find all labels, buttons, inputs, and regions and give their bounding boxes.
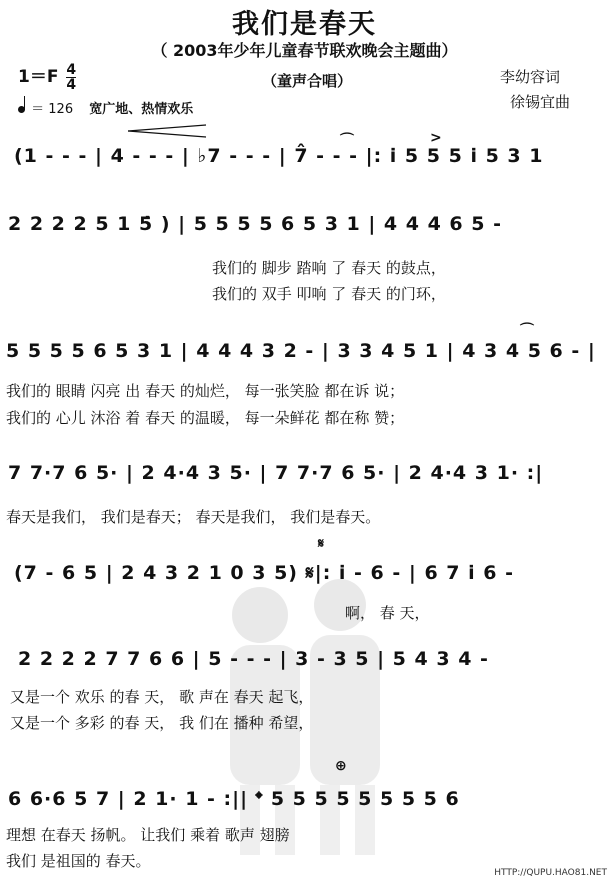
lyric-verse-2: 我们 是祖国的 春天。 bbox=[6, 852, 151, 870]
notation-line: 6 6·6 5 7 | 2 1· 1 - :|| 𝄌 5 5 5 5 5 5 5 5 6 bbox=[8, 788, 460, 810]
tempo-marking bbox=[18, 98, 193, 117]
diminuendo-icon bbox=[128, 124, 208, 138]
performance-type: （童声合唱） bbox=[262, 72, 353, 90]
notation-line: (1 - - - | 4 - - - | ♭7 - - - | 7̂ - - - |: i̇ 5 5 5 i̇ 5 3 1 bbox=[14, 145, 544, 167]
composer-credit: 徐锡宜曲 bbox=[510, 93, 571, 111]
lyric-verse-2: 又是一个 多彩 的春 天， 我 们在 播种 希望， bbox=[10, 714, 314, 732]
key-label: 1＝F bbox=[18, 67, 59, 87]
slur-icon: ⌒ bbox=[520, 323, 534, 339]
notation-line: 5 5 5 5 6 5 3 1 | 4 4 4 3 2 - | 3 3 4 5 1 | 4 3 4 5 6 - | bbox=[6, 340, 596, 362]
lyric-verse-2: 我们的 双手 叩响 了 春天 的门环， bbox=[212, 285, 446, 303]
fermata-icon: ⌒ bbox=[340, 133, 354, 149]
tempo-value: ＝ 126 bbox=[31, 102, 74, 117]
notation-line: 2 2 2 2 7 7 6 6 | 5 - - - | 3 - 3 5 | 5 4 3 4 - bbox=[18, 648, 489, 670]
notation-line: 7 7·7 6 5· | 2 4·4 3 5· | 7 7·7 6 5· | 2 4·4 3 1· :| bbox=[8, 462, 544, 484]
lyric-verse-2: 我们的 心儿 沐浴 着 春天 的温暖， 每一朵鲜花 都在称 赞； bbox=[6, 409, 405, 427]
time-signature bbox=[66, 63, 76, 92]
song-title: 我们是春天 bbox=[232, 9, 377, 40]
time-bottom: 4 bbox=[66, 76, 77, 93]
key-signature bbox=[18, 62, 76, 92]
lyric-verse-1: 理想 在春天 扬帆。 让我们 乘着 歌声 翅膀 bbox=[6, 826, 290, 844]
lyric-verse-1: 我们的 眼睛 闪亮 出 春天 的灿烂， 每一张笑脸 都在诉 说； bbox=[6, 382, 405, 400]
lyric-verse-1: 又是一个 欢乐 的春 天， 歌 声在 春天 起飞， bbox=[10, 688, 314, 706]
notation-line: (7 - 6 5 | 2 4 3 2 1 0 3 5) 𝄋|: i̇ - 6 - | 6 7 i̇ 6 - bbox=[14, 562, 514, 584]
song-subtitle: （ 2003年少年儿童春节联欢晚会主题曲） bbox=[151, 41, 458, 60]
lyric-verse-1: 我们的 脚步 踏响 了 春天 的鼓点， bbox=[212, 259, 446, 277]
lyric-verse-1: 啊， 春 天， bbox=[345, 604, 430, 622]
tempo-text: 宽广地、热情欢乐 bbox=[89, 102, 194, 117]
quarter-note-icon bbox=[18, 106, 25, 113]
lyric-verse-1: 春天是我们， 我们是春天； 春天是我们， 我们是春天。 bbox=[6, 508, 381, 526]
coda-icon: ⊕ bbox=[335, 758, 347, 774]
time-top: 4 bbox=[66, 61, 77, 78]
notation-line: 2 2 2 2 5 1 5̇ ) | 5 5 5 5 6 5 3 1 | 4 4 4 6 5 - bbox=[8, 213, 502, 235]
site-watermark: HTTP://QUPU.HAO81.NET bbox=[494, 868, 607, 878]
lyricist-credit: 李幼容词 bbox=[500, 68, 561, 86]
accent-icon: > bbox=[430, 130, 442, 146]
segno-icon: 𝄋 bbox=[318, 536, 325, 552]
